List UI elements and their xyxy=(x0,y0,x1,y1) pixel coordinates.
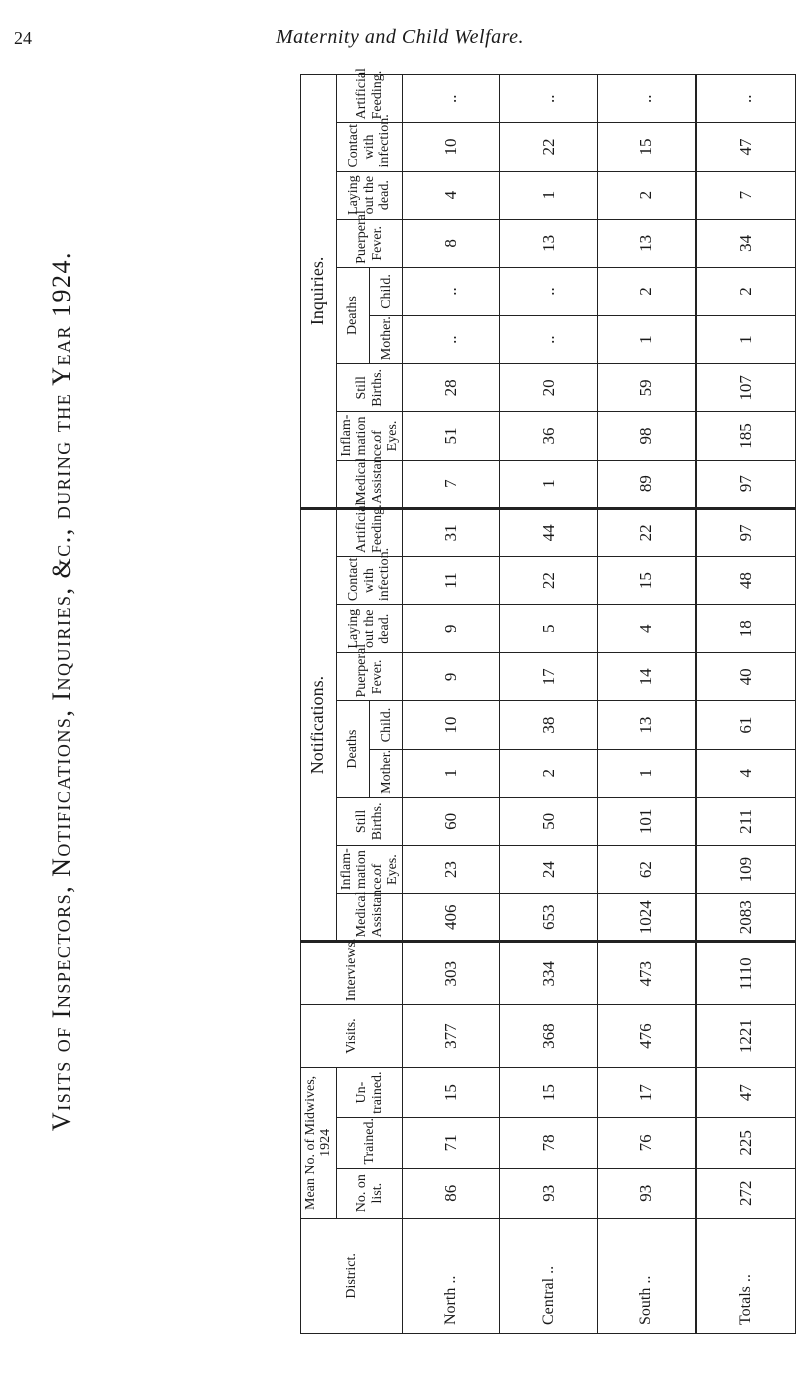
cell-untrained: 15 xyxy=(403,1068,500,1118)
running-head: Maternity and Child Welfare. xyxy=(275,26,525,48)
cell-untrained: 15 xyxy=(500,1068,597,1118)
statistics-table-rotated xyxy=(300,68,770,1334)
cell-n-still: 101 xyxy=(597,797,696,845)
cell-i-laying: 4 xyxy=(403,171,500,219)
cell-i-inflammation: 98 xyxy=(597,412,696,460)
cell-i-mother: 1 xyxy=(597,316,696,364)
header-i-contact: Contact with infection. xyxy=(336,123,403,171)
header-i-medical-assistance: Medical Assistance. xyxy=(336,460,403,508)
header-n-still-births: Still Births. xyxy=(336,797,403,845)
cell-i-mother: .. xyxy=(403,316,500,364)
cell-i-still: 59 xyxy=(597,364,696,412)
cell-i-laying: 2 xyxy=(597,171,696,219)
total-i-contact: 47 xyxy=(696,123,795,171)
header-i-artificial-feeding: Artificial Feeding. xyxy=(336,75,403,123)
header-trained: Trained. xyxy=(336,1118,403,1168)
cell-n-artificial: 31 xyxy=(403,508,500,556)
header-untrained: Un-trained. xyxy=(336,1068,403,1118)
total-i-inflammation: 185 xyxy=(696,412,795,460)
cell-no-on-list: 93 xyxy=(500,1168,597,1218)
header-inquiries: Inquiries. xyxy=(301,75,337,509)
cell-i-medical: 1 xyxy=(500,460,597,508)
header-n-puerperal-fever: Puerperal Fever. xyxy=(336,653,403,701)
totals-row xyxy=(696,75,795,1334)
total-n-inflammation: 109 xyxy=(696,846,795,894)
header-i-mother: Mother. xyxy=(370,316,403,364)
district-name: North .. xyxy=(403,1218,500,1333)
cell-n-inflammation: 24 xyxy=(500,846,597,894)
table-title-text: Visits of Inspectors, Notifications, Inquiries, &c., during the Year 1924. xyxy=(47,250,76,1132)
cell-trained: 78 xyxy=(500,1118,597,1168)
header-mean-midwives: Mean No. of Midwives, 1924 xyxy=(301,1068,337,1219)
cell-visits: 368 xyxy=(500,1005,597,1068)
cell-n-laying: 4 xyxy=(597,605,696,653)
header-visits: Visits. xyxy=(301,1005,403,1068)
cell-n-child: 13 xyxy=(597,701,696,749)
header-n-medical-assistance: Medical Assistance. xyxy=(336,894,403,942)
cell-n-laying: 9 xyxy=(403,605,500,653)
cell-interviews: 303 xyxy=(403,942,500,1005)
header-i-child: Child. xyxy=(370,267,403,315)
cell-i-medical: 89 xyxy=(597,460,696,508)
total-interviews: 1110 xyxy=(696,942,795,1005)
cell-n-medical: 406 xyxy=(403,894,500,942)
total-n-puerperal: 40 xyxy=(696,653,795,701)
header-n-laying-out: Laying out the dead. xyxy=(336,605,403,653)
cell-interviews: 334 xyxy=(500,942,597,1005)
cell-n-mother: 2 xyxy=(500,749,597,797)
cell-i-inflammation: 36 xyxy=(500,412,597,460)
totals-label: Totals .. xyxy=(696,1218,795,1333)
cell-n-puerperal: 9 xyxy=(403,653,500,701)
header-n-contact: Contact with infection. xyxy=(336,556,403,604)
cell-i-artificial: .. xyxy=(403,75,500,123)
total-untrained: 47 xyxy=(696,1068,795,1118)
header-i-inflammation: Inflam-mation of Eyes. xyxy=(336,412,403,460)
table-row xyxy=(500,75,597,1334)
cell-no-on-list: 93 xyxy=(597,1168,696,1218)
cell-i-contact: 15 xyxy=(597,123,696,171)
cell-n-laying: 5 xyxy=(500,605,597,653)
table-row xyxy=(597,75,696,1334)
total-i-puerperal: 34 xyxy=(696,219,795,267)
cell-i-artificial: .. xyxy=(597,75,696,123)
total-n-artificial: 97 xyxy=(696,508,795,556)
header-n-artificial-feeding: Artificial Feeding. xyxy=(336,508,403,556)
cell-untrained: 17 xyxy=(597,1068,696,1118)
cell-n-artificial: 44 xyxy=(500,508,597,556)
cell-n-still: 60 xyxy=(403,797,500,845)
total-n-medical: 2083 xyxy=(696,894,795,942)
total-trained: 225 xyxy=(696,1118,795,1168)
total-n-contact: 48 xyxy=(696,556,795,604)
header-i-laying-out: Laying out the dead. xyxy=(336,171,403,219)
table-row xyxy=(403,75,500,1334)
cell-n-mother: 1 xyxy=(597,749,696,797)
total-i-laying: 7 xyxy=(696,171,795,219)
cell-n-mother: 1 xyxy=(403,749,500,797)
cell-n-artificial: 22 xyxy=(597,508,696,556)
total-i-artificial: .. xyxy=(696,75,795,123)
header-i-puerperal-fever: Puerperal Fever. xyxy=(336,219,403,267)
header-n-deaths: Deaths xyxy=(336,701,369,797)
statistics-table xyxy=(300,68,796,1334)
total-visits: 1221 xyxy=(696,1005,795,1068)
cell-trained: 71 xyxy=(403,1118,500,1168)
cell-n-puerperal: 17 xyxy=(500,653,597,701)
cell-n-puerperal: 14 xyxy=(597,653,696,701)
total-n-child: 61 xyxy=(696,701,795,749)
header-interviews: Interviews. xyxy=(301,942,403,1005)
cell-n-medical: 653 xyxy=(500,894,597,942)
cell-i-puerperal: 13 xyxy=(500,219,597,267)
cell-visits: 476 xyxy=(597,1005,696,1068)
cell-n-still: 50 xyxy=(500,797,597,845)
cell-interviews: 473 xyxy=(597,942,696,1005)
header-i-deaths: Deaths xyxy=(336,267,369,363)
district-name: Central .. xyxy=(500,1218,597,1333)
header-n-child: Child. xyxy=(370,701,403,749)
cell-i-puerperal: 8 xyxy=(403,219,500,267)
header-i-still-births: Still Births. xyxy=(336,364,403,412)
total-i-mother: 1 xyxy=(696,316,795,364)
header-row-1 xyxy=(301,75,337,1334)
cell-i-still: 20 xyxy=(500,364,597,412)
total-i-medical: 97 xyxy=(696,460,795,508)
cell-i-contact: 10 xyxy=(403,123,500,171)
cell-visits: 377 xyxy=(403,1005,500,1068)
cell-n-inflammation: 62 xyxy=(597,846,696,894)
cell-n-contact: 11 xyxy=(403,556,500,604)
cell-i-puerperal: 13 xyxy=(597,219,696,267)
cell-trained: 76 xyxy=(597,1118,696,1168)
page-number: 24 xyxy=(14,28,32,48)
total-n-mother: 4 xyxy=(696,749,795,797)
header-n-mother: Mother. xyxy=(370,749,403,797)
cell-i-contact: 22 xyxy=(500,123,597,171)
total-n-laying: 18 xyxy=(696,605,795,653)
cell-i-child: 2 xyxy=(597,267,696,315)
cell-i-child: .. xyxy=(403,267,500,315)
district-name: South .. xyxy=(597,1218,696,1333)
table-title xyxy=(42,0,82,1384)
header-row-2 xyxy=(336,75,369,1334)
cell-i-inflammation: 51 xyxy=(403,412,500,460)
cell-n-contact: 22 xyxy=(500,556,597,604)
header-no-on-list: No. on list. xyxy=(336,1168,403,1218)
cell-n-child: 10 xyxy=(403,701,500,749)
header-district: District. xyxy=(301,1218,403,1333)
cell-i-medical: 7 xyxy=(403,460,500,508)
cell-n-inflammation: 23 xyxy=(403,846,500,894)
cell-n-child: 38 xyxy=(500,701,597,749)
total-i-child: 2 xyxy=(696,267,795,315)
cell-i-mother: .. xyxy=(500,316,597,364)
total-no-on-list: 272 xyxy=(696,1168,795,1218)
cell-n-medical: 1024 xyxy=(597,894,696,942)
total-i-still: 107 xyxy=(696,364,795,412)
cell-i-still: 28 xyxy=(403,364,500,412)
cell-n-contact: 15 xyxy=(597,556,696,604)
cell-i-artificial: .. xyxy=(500,75,597,123)
cell-i-laying: 1 xyxy=(500,171,597,219)
header-n-inflammation: Inflam-mation of Eyes. xyxy=(336,846,403,894)
total-n-still: 211 xyxy=(696,797,795,845)
cell-i-child: .. xyxy=(500,267,597,315)
cell-no-on-list: 86 xyxy=(403,1168,500,1218)
header-notifications: Notifications. xyxy=(301,508,337,942)
